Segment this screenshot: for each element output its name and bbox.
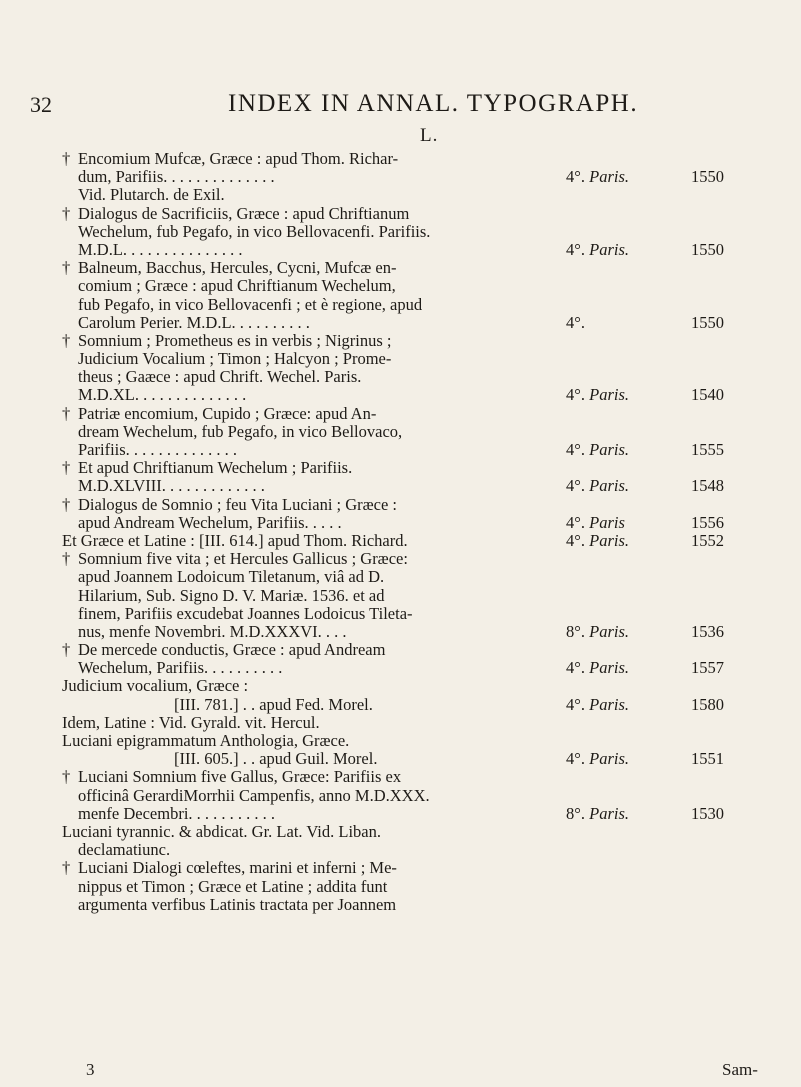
dagger-mark: † xyxy=(62,549,71,569)
imprint-format: 4°. xyxy=(566,476,590,496)
entry-text: Dialogus de Sacrificiis, Græce : apud Chriftianum xyxy=(78,203,410,223)
imprint-format: 4°. xyxy=(566,312,585,332)
entry-line xyxy=(62,714,762,732)
imprint xyxy=(566,476,724,496)
entry-line xyxy=(62,641,762,659)
index-entries xyxy=(62,150,762,914)
imprint-format: 4°. xyxy=(566,440,590,459)
entry-text: M.D.XL. . . . . . . . . . . . . . xyxy=(78,386,247,405)
entry-line xyxy=(62,477,762,495)
entry-text: Luciani tyrannic. & abdicat. Gr. Lat. Vid. Liban. xyxy=(62,821,381,841)
imprint xyxy=(566,621,724,641)
imprint-year: 1550 xyxy=(691,312,724,332)
imprint-year: 1557 xyxy=(691,658,724,678)
entry-line xyxy=(62,350,762,368)
entry-line xyxy=(62,659,762,677)
entry-text: M.D.L. . . . . . . . . . . . . . . xyxy=(78,240,243,259)
entry-line xyxy=(62,859,762,877)
entry-text: Parifiis. . . . . . . . . . . . . . xyxy=(78,441,238,459)
entry-text: Somnium five vita ; et Hercules Gallicus ; Græce: xyxy=(78,549,408,569)
imprint-format: 4°. xyxy=(566,512,590,532)
entry-line xyxy=(62,568,762,586)
imprint-year: 1555 xyxy=(691,440,724,459)
entry-line xyxy=(62,314,762,332)
catchword: Sam- xyxy=(722,1060,758,1079)
imprint xyxy=(566,312,724,332)
imprint xyxy=(566,385,724,405)
entry-text: Luciani epigrammatum Anthologia, Græce. xyxy=(62,731,350,750)
running-title: INDEX IN ANNAL. TYPOGRAPH. xyxy=(228,90,639,117)
entry-text: argumenta verfibus Latinis tractata per Joannem xyxy=(78,894,397,914)
imprint-year: 1552 xyxy=(691,530,724,550)
entry-text: Patriæ encomium, Cupido ; Græce: apud An- xyxy=(78,403,377,423)
entry-text: nus, menfe Novembri. M.D.XXXVI. . . . xyxy=(78,622,347,641)
dagger-mark: † xyxy=(62,403,71,423)
dagger-mark: † xyxy=(62,258,71,278)
entry-line xyxy=(62,241,762,259)
entry-line xyxy=(62,441,762,459)
entry-text: Wechelum, Parifiis. . . . . . . . . . xyxy=(78,659,283,678)
entry-line xyxy=(62,841,762,859)
entry-text: Somnium ; Prometheus es in verbis ; Nigrinus ; xyxy=(78,330,392,350)
entry-line xyxy=(62,532,762,550)
entry-line xyxy=(62,823,762,841)
entry-line xyxy=(62,368,762,386)
imprint-year: 1550 xyxy=(691,167,724,187)
entry-text: Et Græce et Latine : [III. 614.] apud Thom. Richard. xyxy=(62,531,408,550)
entry-text: Balneum, Bacchus, Hercules, Cycni, Mufcæ en- xyxy=(78,258,397,278)
entry-text: dum, Parifiis. . . . . . . . . . . . . . xyxy=(78,168,275,187)
entry-line xyxy=(62,550,762,568)
imprint-city: Paris. xyxy=(589,476,629,496)
imprint-year: 1550 xyxy=(691,239,724,259)
entry-line xyxy=(62,587,762,605)
imprint-year: 1540 xyxy=(691,385,724,405)
entry-line xyxy=(62,459,762,477)
entry-text: theus ; Gaæce : apud Chrift. Wechel. Paris. xyxy=(78,367,362,387)
imprint-year: 1536 xyxy=(691,621,724,641)
imprint-year: 1548 xyxy=(691,476,724,496)
imprint-format: 4°. xyxy=(566,694,590,714)
imprint-city: Paris xyxy=(589,512,625,532)
imprint-format: 4°. xyxy=(566,239,590,259)
entry-line xyxy=(62,787,762,805)
imprint-city: Paris. xyxy=(589,658,629,678)
imprint-city: Paris. xyxy=(589,749,629,769)
entry-text: Idem, Latine : Vid. Gyrald. vit. Hercul. xyxy=(62,712,320,732)
entry-line xyxy=(62,205,762,223)
entry-text: Judicium Vocalium ; Timon ; Halcyon ; Prome- xyxy=(78,349,392,369)
entry-line xyxy=(62,732,762,750)
entry-text: [III. 605.] . . apud Guil. Morel. xyxy=(174,750,378,769)
entry-text: Hilarium, Sub. Signo D. V. Mariæ. 1536. et ad xyxy=(78,585,385,605)
entry-text: apud Andream Wechelum, Parifiis. . . . . xyxy=(78,513,342,532)
entry-line xyxy=(62,677,762,695)
page-number: 32 xyxy=(30,92,52,117)
imprint-year: 1556 xyxy=(691,512,724,532)
section-letter: L. xyxy=(420,125,439,146)
imprint xyxy=(566,239,724,259)
entry-text: officinâ GerardiMorrhii Campenfis, anno M.D.XXX. xyxy=(78,785,430,805)
entry-line xyxy=(62,223,762,241)
dagger-mark: † xyxy=(62,640,71,660)
entry-line xyxy=(62,750,762,768)
entry-line xyxy=(62,514,762,532)
entry-text: dream Wechelum, fub Pegafo, in vico Bellovaco, xyxy=(78,421,403,441)
imprint-format: 4°. xyxy=(566,749,590,769)
entry-text: menfe Decembri. . . . . . . . . . . xyxy=(78,804,276,823)
page-footer xyxy=(0,1060,801,1082)
entry-line xyxy=(62,768,762,786)
entry-line xyxy=(62,496,762,514)
entry-line xyxy=(62,168,762,186)
dagger-mark: † xyxy=(62,767,71,787)
imprint xyxy=(566,167,724,187)
imprint xyxy=(566,749,724,769)
entry-text: M.D.XLVIII. . . . . . . . . . . . . xyxy=(78,477,265,496)
entry-line xyxy=(62,150,762,168)
dagger-mark: † xyxy=(62,458,71,478)
dagger-mark: † xyxy=(62,494,71,514)
entry-text: comium ; Græce : apud Chriftianum Wechelum, xyxy=(78,276,396,296)
entry-text: declamatiunc. xyxy=(78,840,171,860)
entry-text: Encomium Mufcæ, Græce : apud Thom. Richar- xyxy=(78,149,399,168)
entry-line xyxy=(62,878,762,896)
imprint-format: 4°. xyxy=(566,167,590,187)
imprint-city: Paris. xyxy=(589,167,629,187)
entry-line xyxy=(62,605,762,623)
imprint-year: 1530 xyxy=(691,803,724,823)
imprint xyxy=(566,803,724,823)
entry-line xyxy=(62,805,762,823)
entry-line xyxy=(62,896,762,914)
imprint-city: Paris. xyxy=(589,530,629,550)
entry-text: apud Joannem Lodoicum Tiletanum, viâ ad D. xyxy=(78,567,385,587)
entry-line xyxy=(62,423,762,441)
entry-line xyxy=(62,277,762,295)
imprint-year: 1580 xyxy=(691,694,724,714)
signature-mark: 3 xyxy=(86,1060,95,1079)
entry-text: Luciani Somnium five Gallus, Græce: Parifiis ex xyxy=(78,767,402,787)
imprint xyxy=(566,440,724,459)
entry-line xyxy=(62,386,762,404)
entry-text: Carolum Perier. M.D.L. . . . . . . . . . xyxy=(78,313,310,332)
dagger-mark: † xyxy=(62,203,71,223)
imprint xyxy=(566,530,724,550)
entry-line xyxy=(62,405,762,423)
entry-text: Et apud Chriftianum Wechelum ; Parifiis. xyxy=(78,458,353,478)
imprint xyxy=(566,512,724,532)
imprint-city: Paris. xyxy=(589,694,629,714)
entry-text: Luciani Dialogi cœleftes, marini et inferni ; Me- xyxy=(78,858,397,878)
imprint-year: 1551 xyxy=(691,749,724,769)
imprint-city: Paris. xyxy=(589,803,629,823)
imprint-city: Paris. xyxy=(589,621,629,641)
entry-text: Dialogus de Somnio ; feu Vita Luciani ; Græce : xyxy=(78,494,398,514)
imprint-format: 4°. xyxy=(566,530,590,550)
imprint-format: 8°. xyxy=(566,621,590,641)
entry-text: fub Pegafo, in vico Bellovacenfi ; et è regione, apud xyxy=(78,294,423,314)
imprint-format: 4°. xyxy=(566,385,590,405)
dagger-mark: † xyxy=(62,330,71,350)
imprint xyxy=(566,658,724,678)
entry-line xyxy=(62,259,762,277)
dagger-mark: † xyxy=(62,149,71,168)
entry-text: Vid. Plutarch. de Exil. xyxy=(78,185,225,205)
entry-line xyxy=(62,332,762,350)
imprint-city: Paris. xyxy=(589,239,629,259)
entry-text: [III. 781.] . . apud Fed. Morel. xyxy=(174,695,373,714)
imprint-format: 4°. xyxy=(566,658,590,678)
imprint-format: 8°. xyxy=(566,803,590,823)
imprint-city: Paris. xyxy=(589,385,629,405)
imprint-city: Paris. xyxy=(589,440,629,459)
entry-text: De mercede conductis, Græce : apud Andream xyxy=(78,640,386,660)
entry-text: Wechelum, fub Pegafo, in vico Bellovacenfi. Parifiis. xyxy=(78,221,431,241)
entry-text: finem, Parifiis excudebat Joannes Lodoicus Tileta- xyxy=(78,603,413,623)
page-header xyxy=(0,88,801,118)
entry-line xyxy=(62,623,762,641)
entry-line xyxy=(62,696,762,714)
dagger-mark: † xyxy=(62,858,71,878)
entry-line xyxy=(62,186,762,204)
entry-text: nippus et Timon ; Græce et Latine ; addita funt xyxy=(78,876,388,896)
imprint xyxy=(566,694,724,714)
entry-line xyxy=(62,296,762,314)
entry-text: Judicium vocalium, Græce : xyxy=(62,676,249,696)
